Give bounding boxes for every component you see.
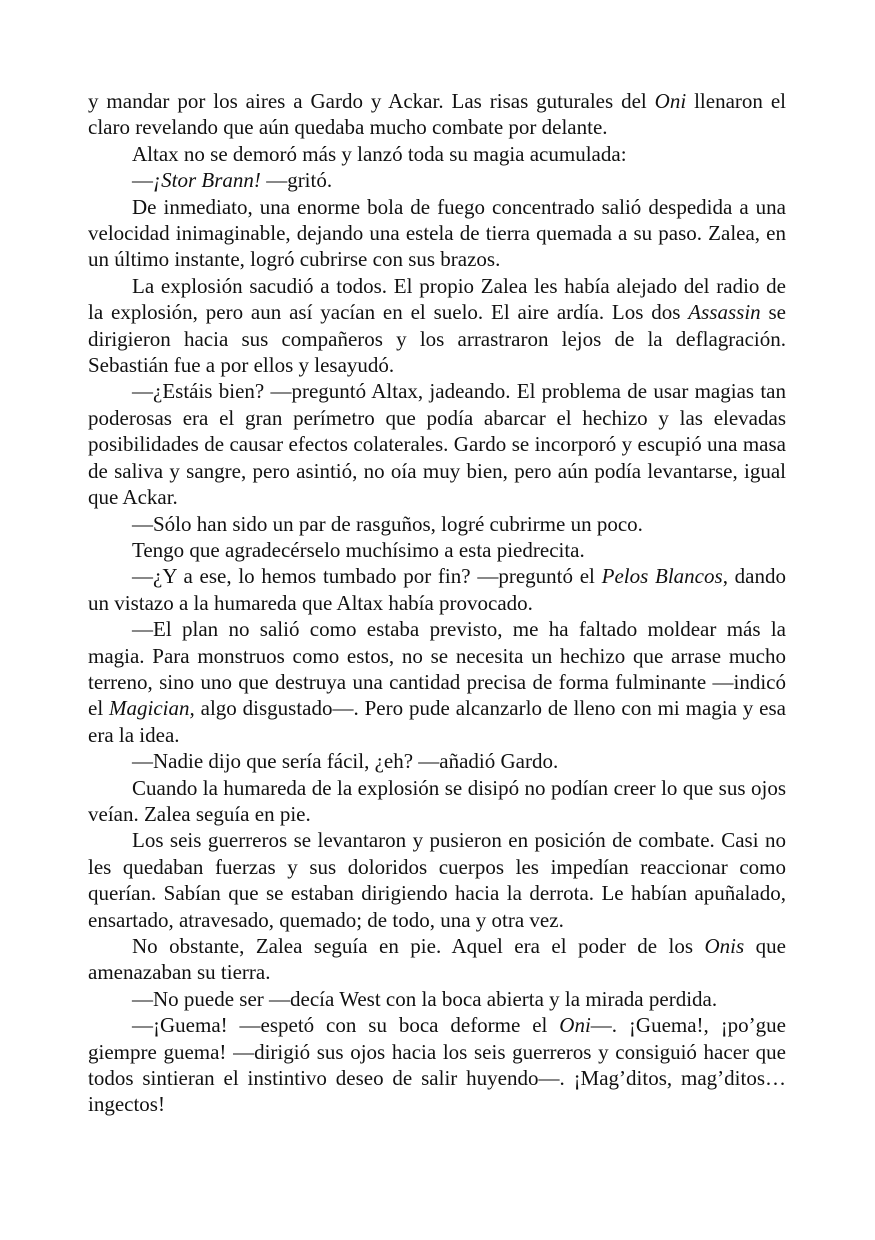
text-run: —¡Guema! —espetó con su boca deforme el (132, 1013, 560, 1038)
text-run: —gritó. (260, 168, 333, 193)
paragraph (88, 1012, 786, 1118)
paragraph (88, 141, 786, 167)
text-run: —. ¡Guema!, ¡po’gue giempre guema! —dirigió sus ojos hacia los seis guerreros y consiguió hacer que todos sintieran el instintivo deseo de salir huyendo—. ¡Mag’ditos, mag’ditos… ingectos! (88, 1013, 787, 1117)
paragraph (88, 775, 786, 828)
paragraph (88, 986, 786, 1012)
text-run: , dando un vistazo a la humareda que Altax había provocado. (88, 564, 787, 615)
italic-text: Assassin (688, 300, 761, 325)
text-run: llenaron el claro revelando que aún quedaba mucho combate por delante. (88, 89, 786, 140)
text-run: Altax no se demoró más y lanzó toda su magia acumulada: (132, 141, 627, 166)
text-run: se dirigieron hacia sus compañeros y los arrastraron lejos de la deflagración. Sebastián fue a por ellos y lesayudó. (88, 300, 786, 378)
text-run: No obstante, Zalea seguía en pie. Aquel era el poder de los (132, 934, 705, 958)
text-run: —Nadie dijo que sería fácil, ¿eh? —añadió Gardo. (132, 749, 559, 774)
document-page (88, 88, 786, 1118)
text-run: que amenazaban su tierra. (88, 934, 786, 985)
paragraph (88, 616, 786, 748)
paragraph (88, 933, 786, 986)
text-run: De inmediato, una enorme bola de fuego concentrado salió despedida a una velocidad inimaginable, dejando una estela de tierra quemada a su paso. Zalea, en un último instante, logró cubrirse con sus brazos. (88, 194, 786, 272)
text-run: —El plan no salió como estaba previsto, me ha faltado moldear más la magia. Para monstruos como estos, no se necesita un hechizo que arrase mucho terreno, sino uno que destruya una cantidad precisa de forma fulminante —indicó el (88, 617, 786, 721)
text-run: — (132, 168, 153, 193)
paragraph (88, 167, 786, 193)
italic-text: Pelos Blancos (601, 564, 723, 589)
text-run: Los seis guerreros se levantaron y pusieron en posición de combate. Casi no les quedaban fuerzas y sus doloridos cuerpos les impedían reaccionar como querían. Sabían que se estaban dirigiendo hacia la derrota. Le habían apuñalado, ensartado, atravesado, quemado; de todo, una y otra vez. (88, 828, 786, 932)
paragraph (88, 827, 786, 933)
text-run: —Sólo han sido un par de rasguños, logré cubrirme un poco. (132, 511, 643, 536)
text-run: —¿Estáis bien? —preguntó Altax, jadeando. El problema de usar magias tan poderosas era el gran perímetro que podía abarcar el hechizo y las elevadas posibilidades de causar efectos colaterales. Gardo se incorporó y escupió una masa de saliva y sangre, pero asintió, no oía muy bien, pero aún podía levantarse, igual que Ackar. (88, 379, 786, 510)
paragraph (88, 378, 786, 510)
text-run: algo disgustado—. Pero pude alcanzarlo de lleno con mi magia y esa era la idea. (88, 696, 786, 747)
paragraph (88, 273, 786, 379)
text-run: Cuando la humareda de la explosión se disipó no podían creer lo que sus ojos veían. Zalea seguía en pie. (88, 775, 786, 826)
paragraph (88, 511, 786, 537)
italic-text: Onis (704, 934, 745, 958)
paragraph (88, 194, 786, 273)
text-run: Tengo que agradecérselo muchísimo a esta piedrecita. (132, 537, 585, 562)
italic-text: Magician, (109, 696, 195, 721)
paragraph (88, 537, 786, 563)
text-run: y mandar por los aires a Gardo y Ackar. Las risas guturales del (88, 89, 655, 113)
italic-text: Oni (559, 1013, 591, 1038)
italic-text: ¡Stor Brann! (153, 168, 261, 193)
paragraph (88, 88, 786, 141)
italic-text: Oni (654, 89, 687, 113)
text-run: —No puede ser —decía West con la boca abierta y la mirada perdida. (132, 986, 718, 1011)
paragraph (88, 748, 786, 774)
text-run: —¿Y a ese, lo hemos tumbado por fin? —preguntó el (132, 564, 602, 589)
paragraph (88, 563, 786, 616)
text-run: La explosión sacudió a todos. El propio Zalea les había alejado del radio de la explosión, pero aun así yacían en el suelo. El aire ardía. Los dos (88, 273, 786, 325)
